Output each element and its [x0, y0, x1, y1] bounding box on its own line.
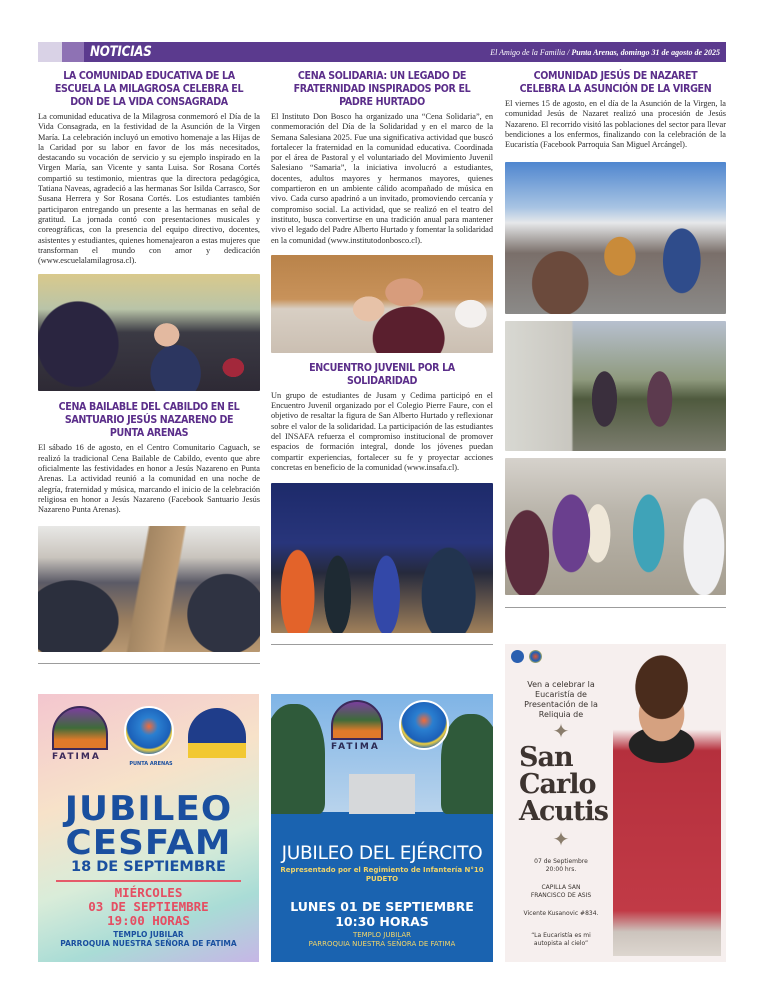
poster-date: 03 DE SEPTIEMBRE [88, 899, 209, 914]
article-body: Un grupo de estudiantes de Jusam y Cedima participó en el Encuentro Juvenil organizado por el Colegio Pierre Faure, con el objetivo de resaltar la figura de San Alberto Hurtado y reflexionar sobre el valor de la solidaridad. La participación de las estudiantes del INSAFA refuerza el compromiso institucional de promover espacios de formación integral, donde los jóvenes puedan compartir experiencias, fortalecer su fe y proyectar acciones concretas en beneficio de la comunidad (www.insafa.cl). [271, 390, 493, 472]
poster-address: Vicente Kusanovic #834. [523, 910, 599, 917]
article-body: La comunidad educativa de la Milagrosa conmemoró el Día de la Vida Consagrada, en la festividad de la Asunción de la Virgen María. La celebración incluyó un emotivo homenaje a las Hijas de la Caridad por su labor en favor de los más necesitados, destacando su vocación de servicio y su ejemplo inspirado en la Virgen María, san Vicente y santa Luisa. Sor Rosana Cortés compartió su testimonio, mientras que la directora pedagógica, Tatiana Naveas, agradeció a las hermanas Sor Isilda Carrasco, Sor Susana Herrera y Sor Rosana Cortés. Los estudiantes también participaron entregando un presente a las hermanas en señal de gratitud. La jornada contó con presentaciones musicales y coreográficas, con la presencia del equipo directivo, docentes, asistentes y estudiantes, quienes homenajearon a estas mujeres que transforman el mundo con amor y dedicación (www.escuelalamilagrosa.cl). [38, 112, 260, 266]
column-divider [271, 644, 493, 645]
article-headline: LA COMUNIDAD EDUCATIVA DE LA ESCUELA LA MILAGROSA CELEBRA EL DON DE LA VIDA CONSAGRADA [54, 70, 244, 108]
poster-name-line: Acutis [519, 796, 608, 827]
poster-time: 20:00 hrs. [545, 866, 577, 873]
poster-subtitle: 18 DE SEPTIEMBRE [71, 859, 226, 875]
poster-carlo-acutis [505, 644, 726, 962]
column-left [38, 70, 260, 664]
section-header [38, 42, 726, 62]
article-headline: COMUNIDAD JESÚS DE NAZARET CELEBRA LA ASUNCIÓN DE LA VIRGEN [519, 70, 712, 95]
poster-parish: PARROQUIA NUESTRA SEÑORA DE FATIMA [308, 940, 456, 948]
star-icon: ✦ [552, 829, 570, 851]
article-headline: ENCUENTRO JUVENIL POR LA SOLIDARIDAD [309, 361, 455, 387]
article-encuentro-juvenil [271, 362, 493, 633]
diocese-logo [529, 650, 542, 663]
fatima-logo-text: FATIMA [331, 742, 380, 752]
column-divider [505, 607, 726, 608]
header-band [84, 42, 726, 62]
poster-place: CAPILLA SAN [541, 884, 581, 891]
dateline [490, 48, 720, 57]
poster-intro-line: Reliquia de [538, 710, 584, 719]
poster-name-line: San [519, 742, 573, 773]
poster-quote: “La Eucaristía es mi [531, 932, 591, 939]
article-photo [505, 458, 726, 595]
cesfam-logo-caption: PUNTA ARENAS [129, 761, 173, 767]
cesfam-logo [188, 708, 246, 758]
poster-regiment: PUDETO [365, 875, 399, 883]
column-divider [38, 663, 260, 664]
article-body: El sábado 16 de agosto, en el Centro Comunitario Caguach, se realizó la tradicional Cena Bailable de Cabildo, evento que abre oficialmente las festividades en honor a Jesús Nazareno en Punta Arenas. La actividad reunió a la comunidad en una noche de alegría, fraternidad y música, marcando el inicio de la celebración religiosa en honor a Jesús Nazareno (Facebook Santuario Jesús Nazareno Punta Arenas). [38, 443, 260, 515]
poster-title: JUBILEO DEL EJÉRCITO [281, 843, 483, 864]
article-nazaret [505, 70, 726, 595]
star-icon: ✦ [552, 721, 570, 743]
regiment-building [349, 774, 415, 814]
dateline-date: Punta Arenas, domingo 31 de agosto de 2025 [571, 47, 720, 57]
tree-left [271, 704, 325, 814]
article-photo [38, 526, 260, 652]
poster-place: FRANCISCO DE ASIS [530, 892, 592, 899]
poster-venue: TEMPLO JUBILAR [352, 931, 412, 939]
poster-title-line1: JUBILEO [64, 789, 233, 829]
column-center [271, 70, 493, 645]
poster-venue: TEMPLO JUBILAR [113, 930, 184, 939]
poster-parish: PARROQUIA NUESTRA SEÑORA DE FATIMA [60, 939, 237, 948]
section-title: NOTICIAS [90, 44, 152, 60]
article-headline: CENA SOLIDARIA: UN LEGADO DE FRATERNIDAD INSPIRADOS POR EL PADRE HURTADO [293, 70, 471, 108]
poster-divider-line [56, 880, 241, 882]
article-photo [505, 321, 726, 451]
poster-name-line: Carlo [519, 769, 596, 800]
fatima-logo-text: FATIMA [52, 752, 101, 762]
poster-intro-line: Eucaristía de [535, 690, 587, 699]
article-body: El viernes 15 de agosto, en el día de la Asunción de la Virgen, la comunidad Jesús de Nazaret realizó una procesión de Jesús Nazareno. El recorrido visitó las poblaciones del sector para llevar bendiciones a los enfermos, finalizando con la celebración de la Eucaristía (Facebook Parroquia San Miguel Arcángel). [505, 99, 726, 150]
article-photo [505, 162, 726, 314]
poster-intro-line: Ven a celebrar la [527, 680, 595, 689]
poster-jubileo-cesfam [38, 694, 259, 962]
carlo-acutis-portrait [613, 654, 721, 956]
poster-jubileo-ejercito [271, 694, 493, 962]
poster-subtitle: Representado por el Regimiento de Infantería N°10 [280, 866, 484, 874]
article-photo [271, 255, 493, 353]
diocese-jubilee-logo [124, 706, 174, 756]
tree-right [441, 714, 493, 814]
article-photo [271, 483, 493, 633]
publication-name: El Amigo de la Familia [490, 47, 566, 57]
poster-time: 10:30 HORAS [335, 914, 429, 929]
article-headline: CENA BAILABLE DEL CABILDO EN EL SANTUARIO JESÚS NAZARENO DE PUNTA ARENAS [58, 401, 240, 440]
poster-title-line2: CESFAM [65, 823, 232, 863]
column-right [505, 70, 726, 608]
poster-date: LUNES 01 DE SEPTIEMBRE [290, 899, 474, 914]
poster-intro-line: Presentación de la [524, 700, 598, 709]
diocese-jubilee-logo [399, 700, 449, 750]
article-cabildo [38, 401, 260, 651]
dateline-separator: / [565, 47, 572, 57]
poster-quote: autopista al cielo” [533, 940, 589, 947]
header-accent-mid [62, 42, 84, 62]
article-body: El Instituto Don Bosco ha organizado una “Cena Solidaria”, en conmemoración del Día de la Solidaridad y en el marco de la Semana Salesiana 2025. Fue una significativa actividad que buscó fortalecer la fraternidad en la comunidad educativa. Coordinada por el área de Pastoral y el voluntariado del Movimiento Juvenil Salesiano “Samaria”, la iniciativa involucró a estudiantes, docentes, adultos mayores y hermanos mayores, quienes compartieron en un ambiente cálido acompañado de música en vivo. Cada curso apadrinó a un invitado, promoviendo cercanía y compromiso social. La actividad, que se realizó en el teatro del instituto, busca convertirse en una tradición anual para mantener vivo el legado del Padre Alberto Hurtado y fomentar la solidaridad en la comunidad (www.institutodonbosco.cl). [271, 112, 493, 245]
poster-date: 07 de Septiembre [534, 858, 588, 865]
poster-time: 19:00 HORAS [107, 913, 190, 928]
article-cena-solidaria [271, 70, 493, 353]
parish-logo [511, 650, 524, 663]
fatima-parish-logo [52, 706, 108, 750]
poster-day: MIÉRCOLES [114, 885, 183, 900]
header-accent-light [38, 42, 62, 62]
article-photo [38, 274, 260, 391]
article-milagrosa [38, 70, 260, 391]
